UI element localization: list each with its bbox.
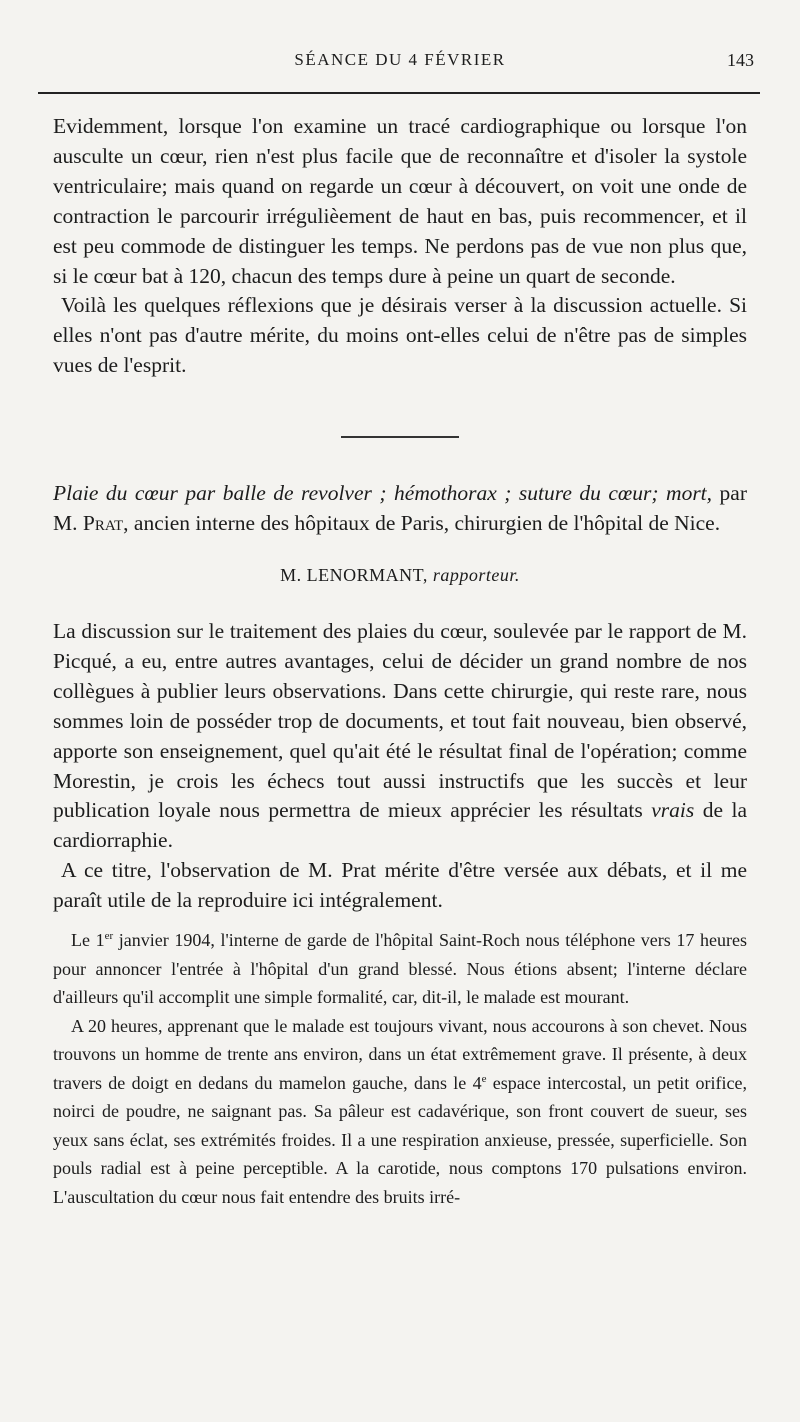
- observation-paragraph: [53, 1012, 747, 1212]
- rapporteur-role: rapporteur.: [432, 564, 520, 585]
- paragraph-text: de la cardiorraphie.: [53, 798, 747, 853]
- spacer: [53, 916, 747, 926]
- observation-paragraph: [53, 926, 747, 1012]
- section-divider: [341, 436, 459, 438]
- superscript: er: [104, 930, 114, 943]
- paragraph: [53, 617, 747, 856]
- observation-text: janvier 1904, l'interne de garde de l'hôpital Saint-Roch nous téléphone vers 17 heures pour annoncer l'entrée à l'hôpital d'un grand blessé. Nous étions absent; l'interne déclare d'ailleurs qu'il accomplit une simple formalité, car, dit-il, le malade est mourant.: [53, 930, 748, 1008]
- article-title-rest: , ancien interne des hôpitaux de Paris, chirurgien de l'hôpital de Nice.: [123, 511, 721, 536]
- paragraph: Voilà les quelques réflexions que je désirais verser à la discussion actuelle. Si elles n'ont pas d'autre mérite, du moins ont-elles celui de n'être pas de simples vues de l'esprit.: [53, 293, 747, 378]
- observation-text: Le 1: [71, 930, 105, 951]
- page-header: [40, 50, 760, 84]
- rapporteur-name: M. LENORMANT,: [280, 564, 433, 585]
- observation-text: A 20 heures, apprenant que le malade est toujours vivant, nous accourons à son chevet. Nous trouvons un homme de trente ans environ, dans un état extrêmement grave. Il présente, à deux travers de doigt en dedans du mamelon gauche, dans le 4: [53, 1015, 747, 1093]
- article-title-by: par M.: [53, 481, 748, 536]
- rapporteur-line: [53, 563, 747, 587]
- running-title: SÉANCE DU 4 FÉVRIER: [294, 50, 506, 69]
- article-author: Prat: [82, 511, 124, 536]
- paragraph-text: La discussion sur le traitement des plaies du cœur, soulevée par le rapport de M. Picqué, a eu, entre autres avantages, celui de décider un grand nombre de nos collègues à publier leurs observations. Dans cette chirurgie, qui reste rare, nous sommes loin de posséder trop de documents, et tout fait nouveau, bien observé, apporte son enseignement, quel qu'ait été le résultat final de l'opération; comme Morestin, je crois les échecs tout aussi instructifs que les succès et leur publication loyale nous permettra de mieux apprécier les résultats: [53, 618, 747, 823]
- observation-text: espace intercostal, un petit orifice, noirci de poudre, ne saignant pas. Sa pâleur est cadavérique, son front couvert de sueur, ses yeux sans éclat, ses extrémités froides. Il a une respiration anxieuse, pressée, superficielle. Son pouls radial est à peine perceptible. A la carotide, nous comptons 170 pulsations environ. L'auscultation du cœur nous fait entendre des bruits irré-: [53, 1072, 747, 1207]
- page-number: 143: [727, 50, 754, 70]
- paragraph: A ce titre, l'observation de M. Prat mérite d'être versée aux débats, et il me paraît utile de la reproduire ici intégralement.: [53, 858, 747, 913]
- paragraph: Evidemment, lorsque l'on examine un tracé cardiographique ou lorsque l'on ausculte un cœur, rien n'est plus facile que de reconnaître et d'isoler la systole ventriculaire; mais quand on regarde un cœur à découvert, on voit une onde de contraction le parcourir irréguliѐement de haut en bas, puis recommencer, et il est peu commode de distinguer les temps. Ne perdons pas de vue non plus que, si le cœur bat à 120, chacun des temps dure à peine un quart de seconde.: [53, 114, 747, 288]
- superscript: e: [481, 1072, 487, 1085]
- page-body: [53, 112, 747, 1211]
- article-title-italic: Plaie du cœur par balle de revolver ; hémothorax ; suture du cœur; mort,: [53, 481, 713, 506]
- header-rule: [38, 92, 760, 94]
- article-title: [53, 479, 747, 539]
- emphasis-vrais: vrais: [651, 798, 695, 823]
